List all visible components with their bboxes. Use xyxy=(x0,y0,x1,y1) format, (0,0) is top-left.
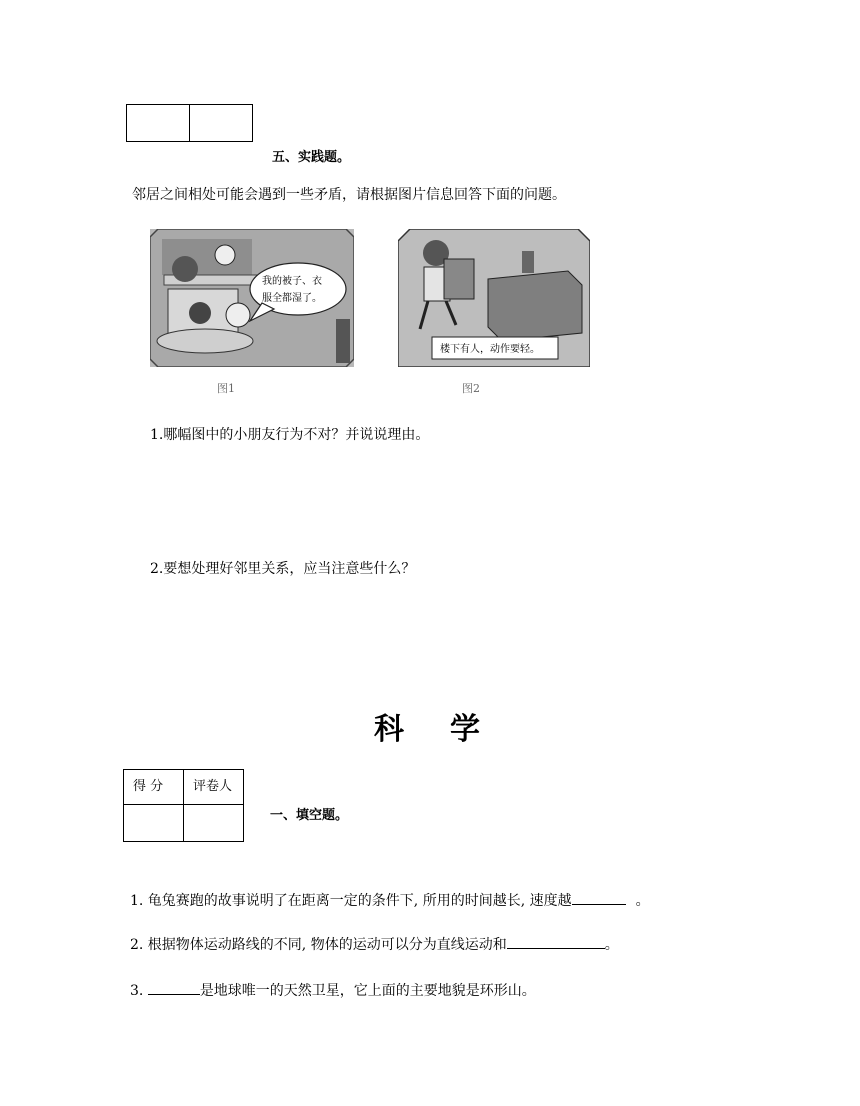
figure1-bubble-line2: 服全都湿了。 xyxy=(262,293,322,304)
figure1-bubble-line1: 我的被子、衣 xyxy=(262,276,322,287)
fill-q1-blank[interactable] xyxy=(572,890,626,905)
fill-q3-blank[interactable] xyxy=(148,980,200,995)
fill-question-3 xyxy=(130,980,536,1000)
section5-intro: 邻居之间相处可能会遇到一些矛盾，请根据图片信息回答下面的问题。 xyxy=(132,187,566,203)
fill-q3-prefix: 3. xyxy=(130,983,148,999)
fill-q1-text: 1. 龟兔赛跑的故事说明了在距离一定的条件下, 所用的时间越长, 速度越 xyxy=(130,893,572,909)
section5-heading: 五、实践题。 xyxy=(272,150,351,165)
fill-question-1 xyxy=(130,890,650,910)
question-2: 2.要想处理好邻里关系，应当注意些什么？ xyxy=(150,561,416,577)
score-table xyxy=(123,769,244,842)
figure2-comic xyxy=(398,229,590,367)
score-entry[interactable] xyxy=(124,805,184,842)
fill-q2-text: 2. 根据物体运动路线的不同, 物体的运动可以分为直线运动和 xyxy=(130,937,507,953)
score-cell xyxy=(127,105,190,142)
grader-entry[interactable] xyxy=(184,805,244,842)
science-title: 科学 xyxy=(374,712,526,747)
fill-q3-text: 是地球唯一的天然卫星，它上面的主要地貌是环形山。 xyxy=(199,983,536,999)
figure2-caption: 图2 xyxy=(462,382,480,395)
score-header: 得 分 xyxy=(124,770,184,805)
grader-cell xyxy=(190,105,253,142)
fill-q2-end: 。 xyxy=(604,937,619,953)
fill-q1-end: 。 xyxy=(635,893,650,909)
figure2-sign: 楼下有人，动作要轻。 xyxy=(440,344,540,355)
figure1-caption: 图1 xyxy=(217,382,235,395)
fill-question-2 xyxy=(130,934,619,954)
figure1-comic xyxy=(150,229,354,367)
fill-q2-blank[interactable] xyxy=(507,934,605,949)
grader-header: 评卷人 xyxy=(184,770,244,805)
science-heading: 一、填空题。 xyxy=(270,808,349,823)
score-box-top xyxy=(126,104,253,142)
question-1: 1.哪幅图中的小朋友行为不对？并说说理由。 xyxy=(150,427,430,443)
